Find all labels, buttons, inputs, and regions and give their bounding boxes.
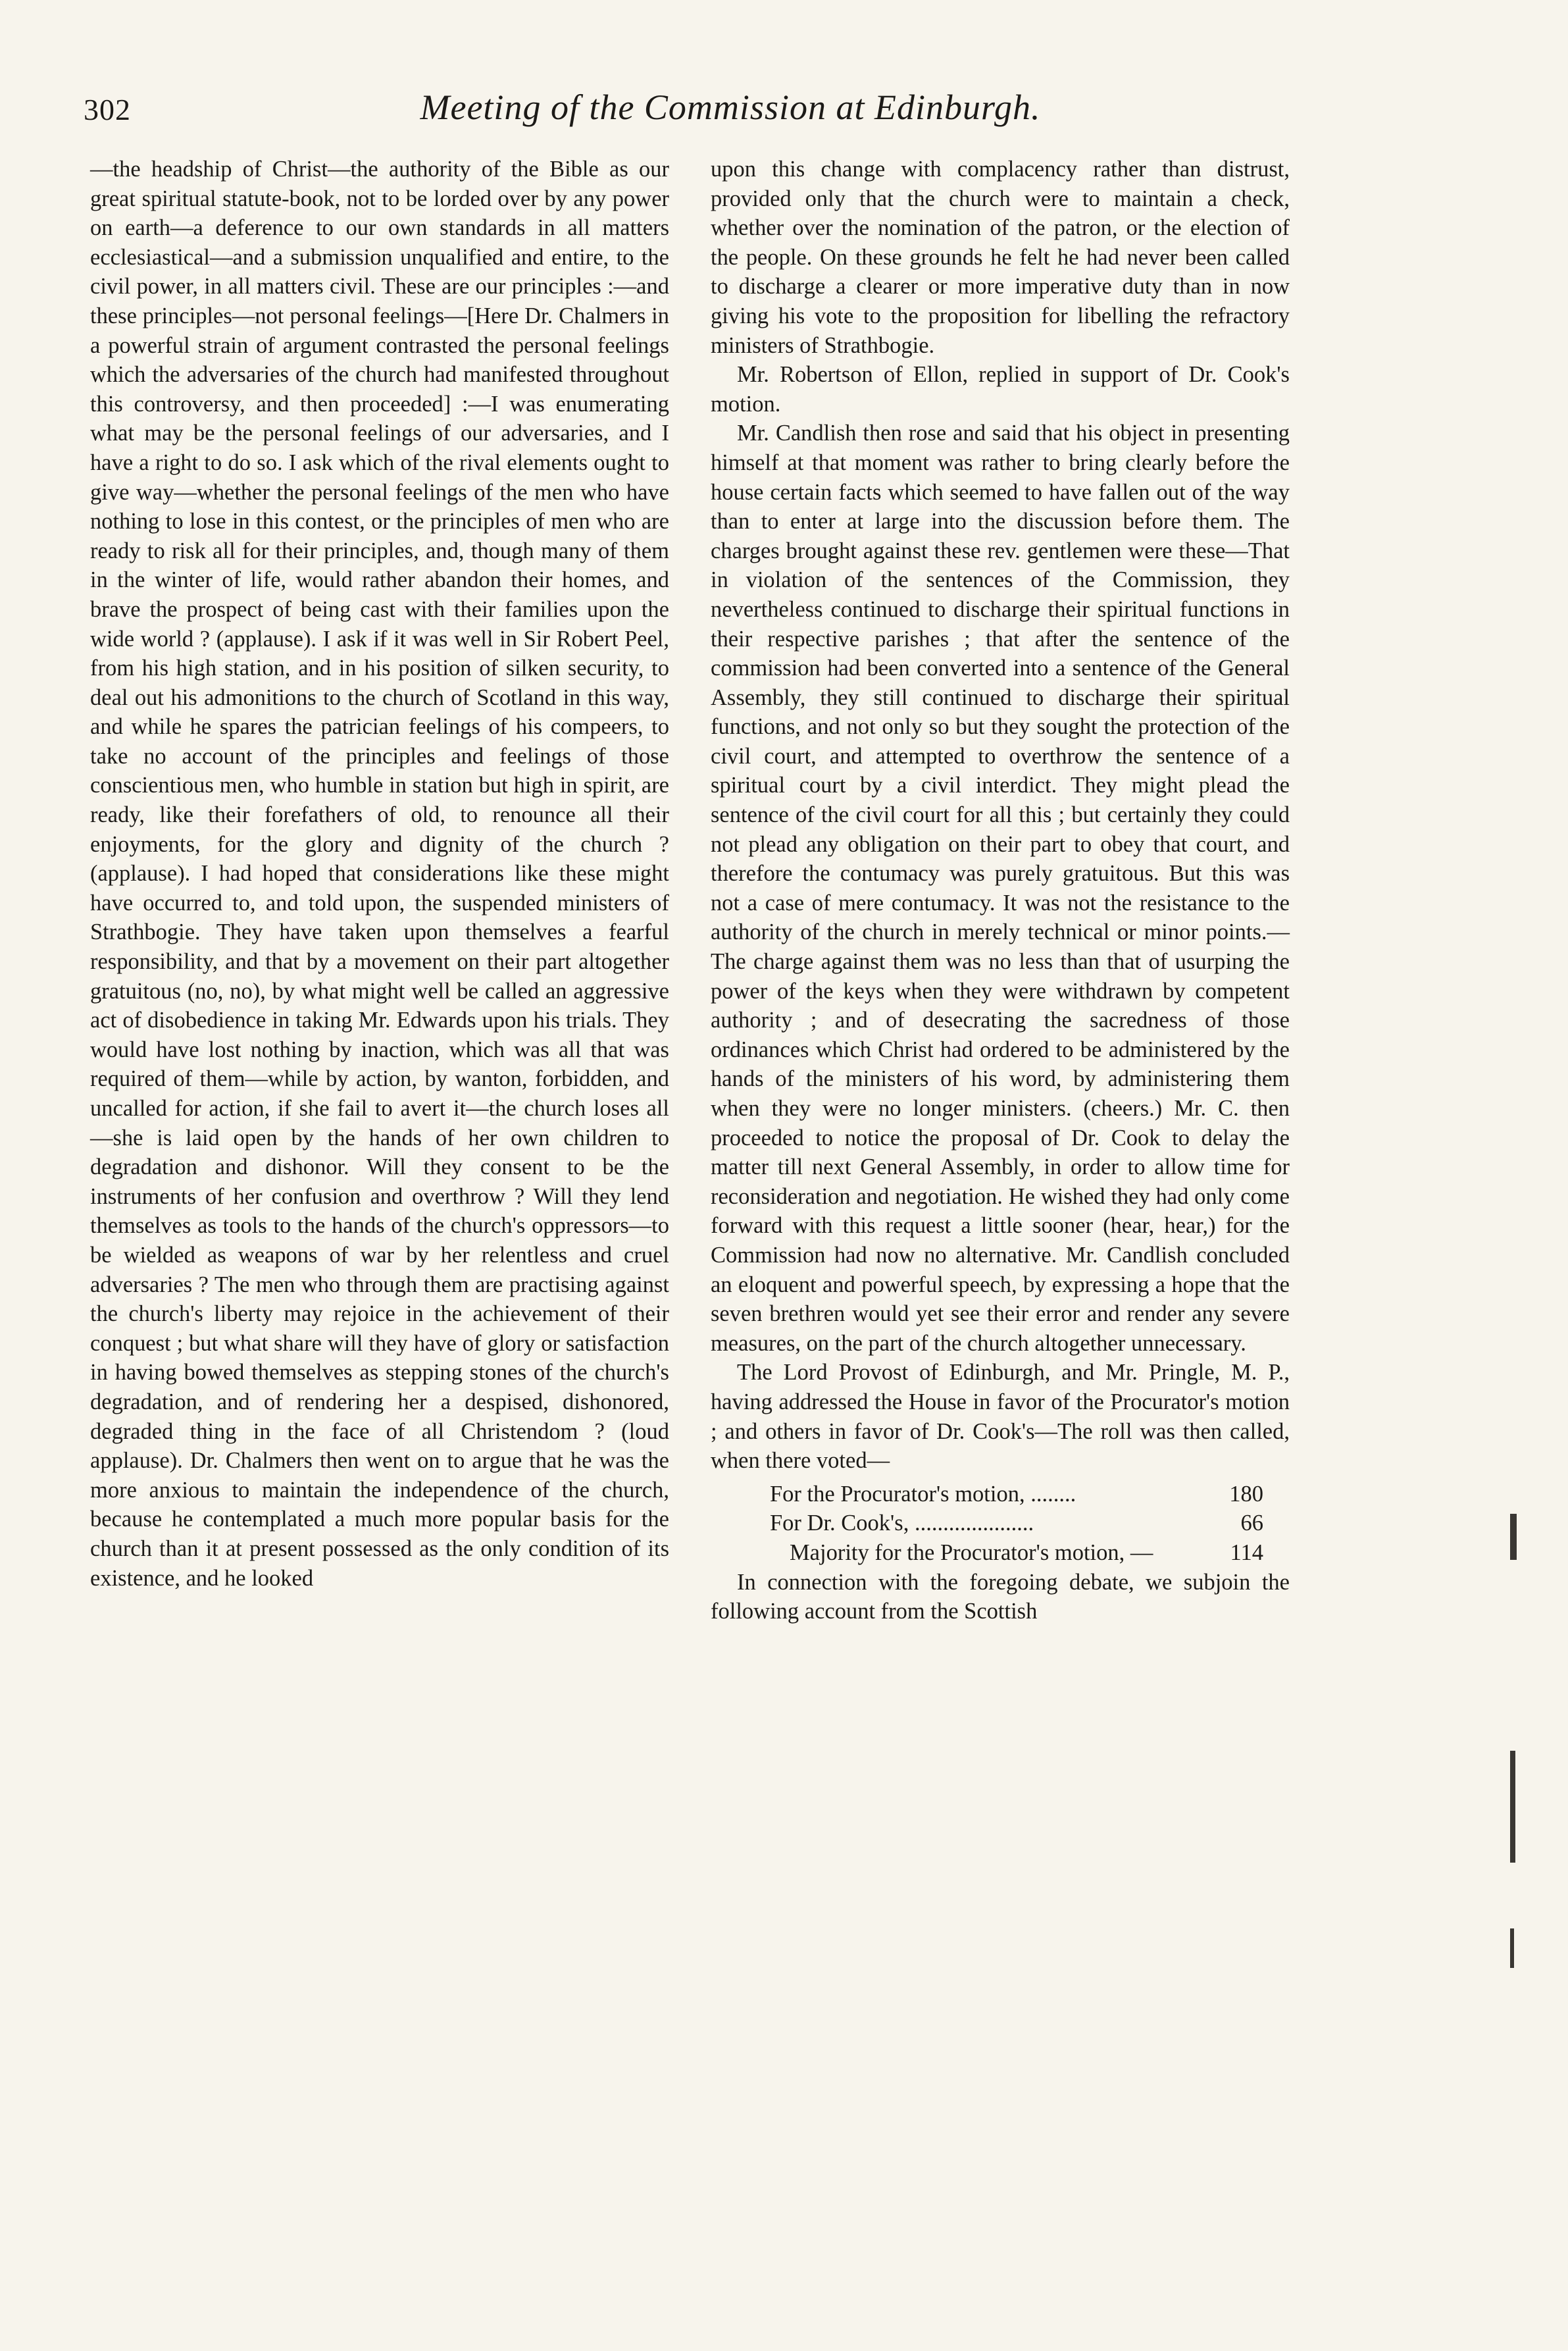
page-number: 302 [84,93,131,126]
right-paragraph-2: Mr. Robertson of Ellon, replied in support of Dr. Cook's motion. [711,362,1290,417]
vote-tally [711,1480,1290,1568]
vote-label: For the Procurator's motion, ........ [770,1481,1076,1507]
vote-count: 180 [1229,1481,1263,1507]
vote-label: Majority for the Procurator's motion, — [790,1539,1153,1565]
vote-label: For Dr. Cook's, ..................... [770,1511,1034,1536]
right-paragraph-1: upon this change with complacency rather than distrust, provided only that the church were to maintain a check, whether over the nomination of the patron, or the election of the people. On these grounds he felt he had never been called to discharge a clearer or more imperative duty than in now giving his vote to the proposition for libelling the refractory ministers of Strathbogie. [711,157,1290,358]
scan-mark [1510,1514,1517,1560]
scan-mark [1510,1928,1514,1968]
left-paragraph-1: —the headship of Christ—the authority of the Bible as our great spiritual statute-book, not to be lorded over by any power on earth—a deference to our own standards in all matters ecclesiastical—and a submission unqualified and entire, to the civil power, in all matters civil. These are our principles :—and these principles—not personal feelings—[Here Dr. Chalmers in a powerful strain of argument contrasted the personal feelings which the adversaries of the church had manifested throughout this controversy, and then proceeded] :—I was enumerating what may be the personal feelings of our adversaries, and I have a right to do so. I ask which of the rival elements ought to give way—whether the personal feelings of the men who have nothing to lose in this contest, or the principles of men who are ready to risk all for their principles, and, though many of them in the winter of life, would rather abandon their homes, and brave the prospect of being cast with their families upon the wide world ? (applause). I ask if it was well in Sir Robert Peel, from his high station, and in his position of silken security, to deal out his admonitions to the church of Scotland in this way, and while he spares the patrician feelings of his compeers, to take no account of the principles and feelings of those conscientious men, who humble in station but high in spirit, are ready, like their forefathers of old, to renounce all their enjoyments, for the glory and dignity of the church ? (applause). I had hoped that considerations like these might have occurred to, and told upon, the suspended ministers of Strathbogie. They have taken upon themselves a fearful responsibility, and that by a movement on their part altogether gratuitous (no, no), by what might well be called an aggressive act of disobedience in taking Mr. Edwards upon his trials. They would have lost nothing by inaction, which was all that was required of them—while by action, by wanton, forbidden, and uncalled for action, if she fail to avert it—the church loses all—she is laid open by the hands of her own children to degradation and dishonor. Will they consent to be the instruments of her confusion and overthrow ? Will they lend themselves as tools to the hands of the church's oppressors—to be wielded as weapons of war by her relentless and cruel adversaries ? The men who through them are practising against the church's liberty may rejoice in the achievement of their conquest ; but what share will they have of glory or satisfaction in having bowed themselves as stepping stones of the church's degradation, and of rendering her a despised, dishonored, degraded thing in the face of all Christendom ? (loud applause). Dr. Chalmers then went on to argue that he was the more anxious to maintain the independence of the church, because he contemplated a much more popular basis for the church than it at present possessed as the only condition of its existence, and he looked [90,157,669,1591]
vote-count: 66 [1240,1511,1263,1536]
vote-row-procurator [711,1480,1290,1509]
right-paragraph-5: In connection with the foregoing debate, we subjoin the following account from the Scottish [711,1569,1290,1624]
left-column [90,155,669,1593]
right-column [711,155,1290,1626]
right-paragraph-4: The Lord Provost of Edinburgh, and Mr. Pringle, M. P., having addressed the House in favor of the Procurator's motion ; and others in favor of Dr. Cook's—The roll was then called, when there voted— [711,1360,1290,1474]
scan-mark [1510,1751,1515,1863]
running-title: Meeting of the Commission at Edinburgh. [420,88,1041,127]
vote-row-majority [711,1538,1290,1568]
vote-row-cook [711,1509,1290,1538]
running-head [0,84,1568,143]
right-paragraph-3: Mr. Candlish then rose and said that his object in presenting himself at that moment was rather to bring clearly before the house certain facts which seemed to have fallen out of the way than to enter at large into the discussion before them. The charges brought against these rev. gentlemen were these—That in violation of the sentences of the Commission, they nevertheless continued to discharge their spiritual functions in their respective parishes ; that after the sentence of the commission had been converted into a sentence of the General Assembly, they still continued to discharge their spiritual functions, and not only so but they sought the protection of the civil court, and attempted to overthrow the sentence of a spiritual court by a civil interdict. They might plead the sentence of the civil court for all this ; but certainly they could not plead any obligation on their part to obey that court, and therefore the contumacy was purely gratuitous. But this was not a case of mere contumacy. It was not the resistance to the authority of the church in merely technical or minor points.—The charge against them was no less than that of usurping the power of the keys when they were withdrawn by competent authority ; and of desecrating the sacredness of those ordinances which Christ had ordered to be administered by the hands of the ministers of his word, by administering them when they were no longer ministers. (cheers.) Mr. C. then proceeded to notice the proposal of Dr. Cook to delay the matter till next General Assembly, in order to allow time for reconsideration and negotiation. He wished they had only come forward with this request a little sooner (hear, hear,) for the Commission had now no alternative. Mr. Candlish concluded an eloquent and powerful speech, by expressing a hope that the seven brethren would yet see their error and render any severe measures, on the part of the church altogether unnecessary. [711,421,1290,1356]
vote-count: 114 [1230,1539,1263,1565]
